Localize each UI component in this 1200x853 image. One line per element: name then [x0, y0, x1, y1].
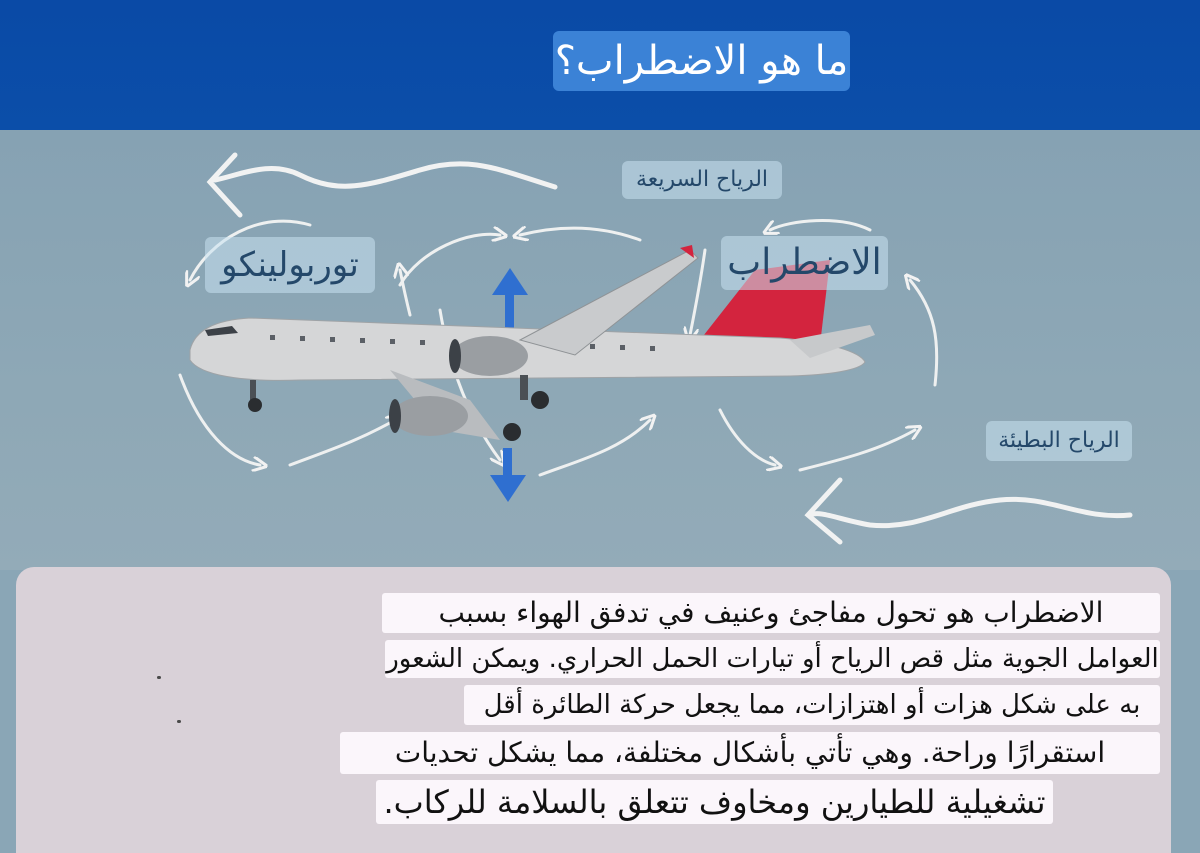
description-line-2: العوامل الجوية مثل قص الرياح أو تيارات الحمل الحراري. ويمكن الشعور	[385, 640, 1160, 678]
page-title: ما هو الاضطراب؟	[553, 31, 850, 91]
slow-wind-arrow-icon	[808, 480, 1130, 542]
fast-wind-arrow-icon	[210, 155, 555, 215]
description-line-4: استقرارًا وراحة. وهي تأتي بأشكال مختلفة، مما يشكل تحديات	[340, 732, 1160, 774]
fast-winds-label: الرياح السريعة	[622, 161, 782, 199]
description-line-1: الاضطراب هو تحول مفاجئ وعنيف في تدفق الهواء بسبب	[382, 593, 1160, 633]
turbulence-label: الاضطراب	[721, 236, 888, 290]
dot-mark	[177, 720, 181, 723]
blurred-subtitle	[352, 46, 542, 82]
arrow-up-icon	[492, 268, 528, 330]
description-line-5: تشغيلية للطيارين ومخاوف تتعلق بالسلامة للركاب.	[376, 780, 1053, 824]
description-line-3: به على شكل هزات أو اهتزازات، مما يجعل حركة الطائرة أقل	[464, 685, 1160, 725]
diagram-graphic	[0, 130, 1200, 570]
dot-mark	[157, 676, 161, 679]
slow-winds-label: الرياح البطيئة	[986, 421, 1132, 461]
turbulent-vortex-label: توربولينكو	[205, 237, 375, 293]
diagram-scene	[0, 130, 1200, 570]
